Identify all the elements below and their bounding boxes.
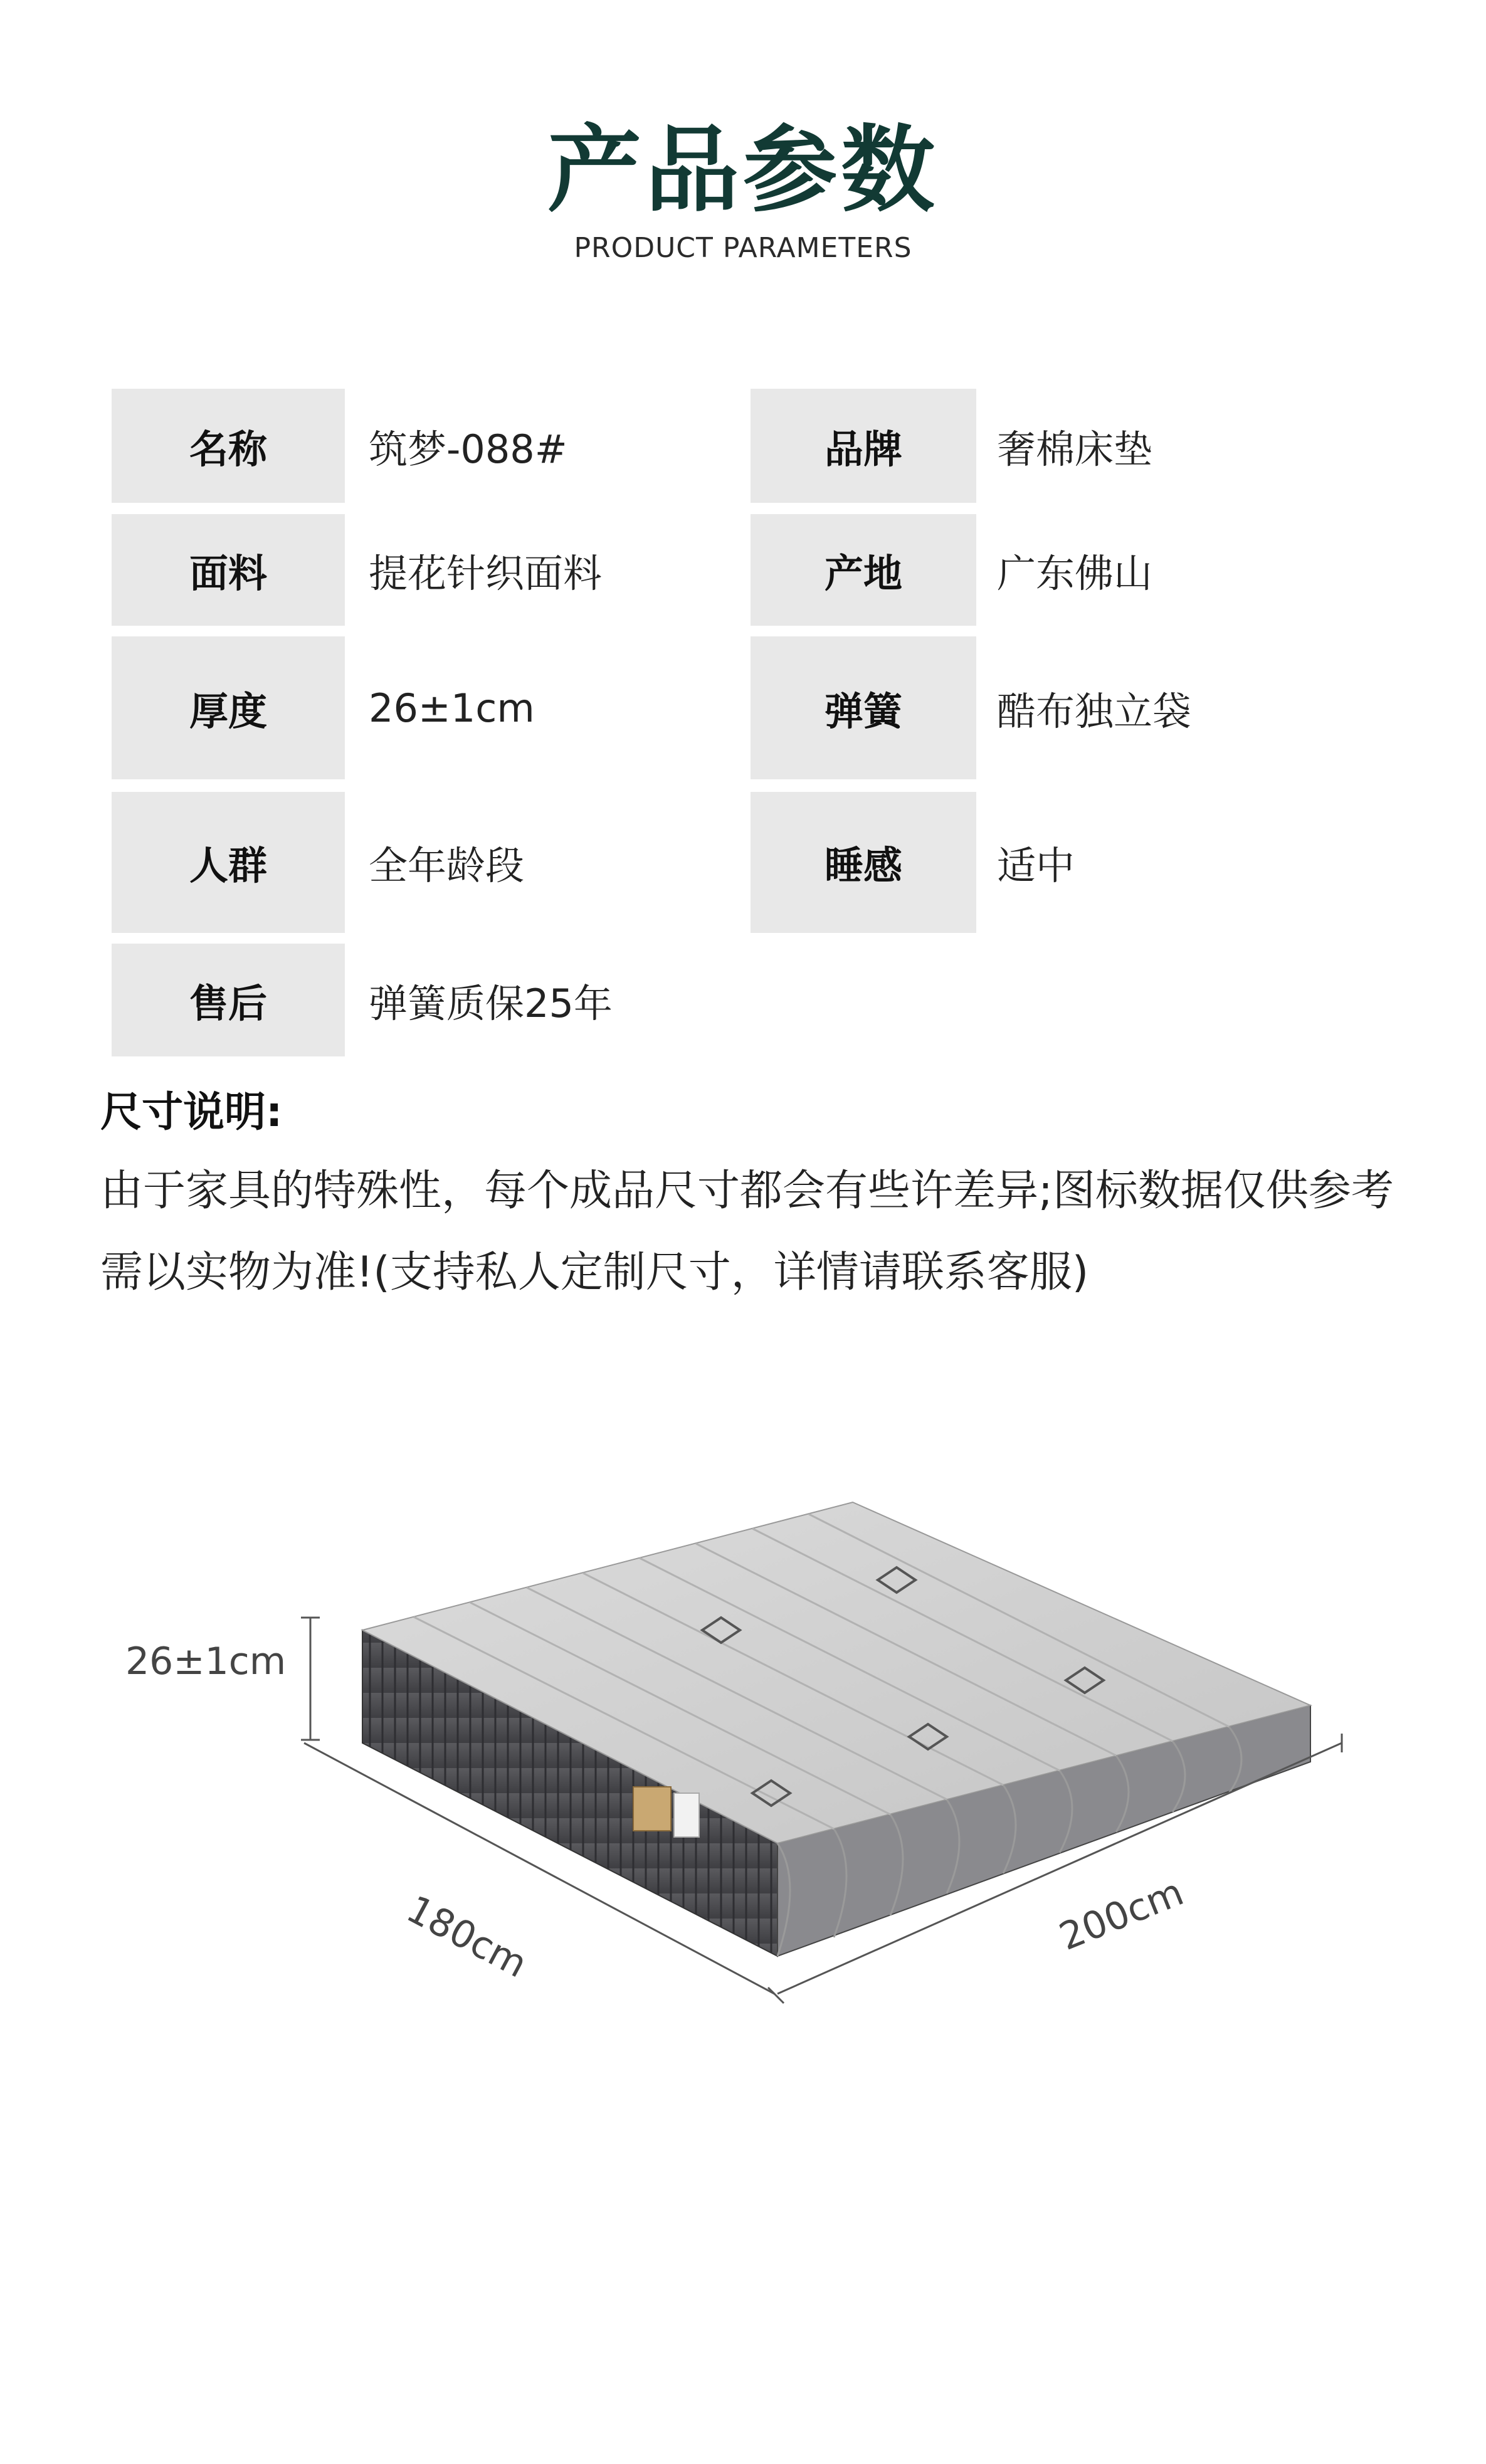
page-subtitle: PRODUCT PARAMETERS bbox=[574, 232, 912, 264]
param-value-feel: 适中 bbox=[997, 843, 1075, 888]
param-label-aftersales: 售后 bbox=[112, 944, 345, 1056]
size-note-title: 尺寸说明: bbox=[100, 1088, 283, 1136]
param-value-aftersales: 弹簧质保25年 bbox=[369, 980, 613, 1026]
page-title: 产品参数 bbox=[547, 116, 939, 225]
mattress-illustration bbox=[0, 1442, 1486, 2069]
param-label-origin: 产地 bbox=[751, 514, 976, 626]
param-label-name: 名称 bbox=[112, 389, 345, 503]
param-value-brand: 奢棉床垫 bbox=[997, 426, 1153, 472]
param-value-fabric: 提花针织面料 bbox=[369, 550, 603, 596]
dimension-length-label: 200cm bbox=[1053, 1870, 1190, 1959]
param-label-spring: 弹簧 bbox=[751, 636, 976, 779]
param-value-thickness: 26±1cm bbox=[369, 685, 535, 731]
dimension-width-label: 180cm bbox=[399, 1887, 534, 1987]
param-value-audience: 全年龄段 bbox=[369, 843, 525, 888]
param-label-fabric: 面料 bbox=[112, 514, 345, 626]
param-label-feel: 睡感 bbox=[751, 792, 976, 933]
size-note-text: 由于家具的特殊性，每个成品尺寸都会有些许差异;图标数据仅供参考需以实物为准!(支持私人定制尺寸，详情请联系客服) bbox=[100, 1166, 1394, 1297]
param-value-spring: 酷布独立袋 bbox=[997, 688, 1192, 734]
param-label-thickness: 厚度 bbox=[112, 636, 345, 779]
param-label-audience: 人群 bbox=[112, 792, 345, 933]
param-label-brand: 品牌 bbox=[751, 389, 976, 503]
param-value-origin: 广东佛山 bbox=[997, 550, 1153, 596]
dimension-height-label: 26±1cm bbox=[125, 1640, 287, 1683]
param-value-name: 筑梦-088# bbox=[369, 426, 567, 472]
